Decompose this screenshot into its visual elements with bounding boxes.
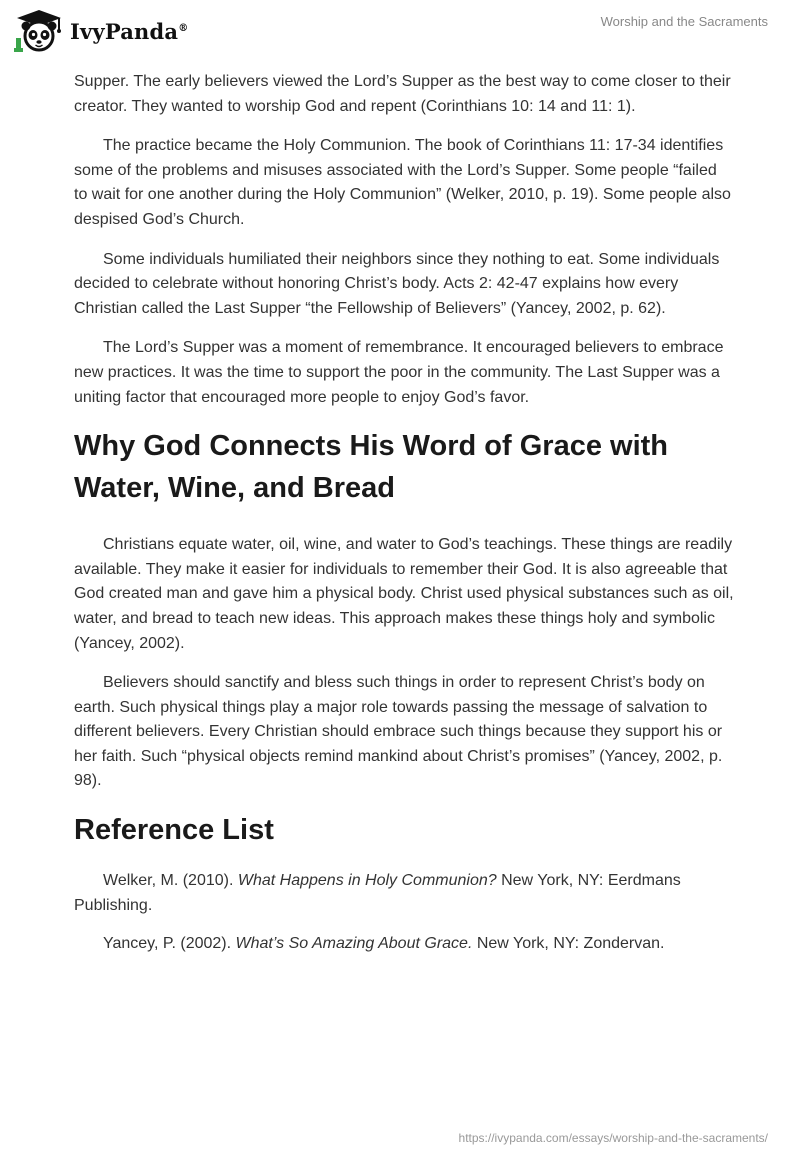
paragraph: Christians equate water, oil, wine, and water to God’s teachings. These things are readily available. They make it easier for individuals to remember their God. It is also agreeable that God created man and gave him a physical body. Christ used physical substances such as oil, water, and bread to teach new ideas. This approach makes these things holy and symbolic (Yancey, 2002). (74, 536, 734, 652)
paragraph: Some individuals humiliated their neighbors since they nothing to eat. Some individuals decided to celebrate without honoring Christ’s body. Acts 2: 42-47 explains how every Christian called the Last Supper “the Fellowship of Believers” (Yancey, 2002, p. 62). (74, 250, 720, 317)
brand-name: IvyPanda® (70, 18, 189, 44)
paragraph: The practice became the Holy Communion. The book of Corinthians 11: 17-34 identifies some of the problems and misuses associated with the Lord’s Supper. Some people “failed to wait for one another during the Holy Communion” (Welker, 2010, p. 19). Some people also despised God’s Church. (74, 137, 731, 228)
reference-item: Welker, M. (2010). What Happens in Holy Communion? New York, NY: Eerdmans Publishing. (74, 872, 681, 914)
section-heading: Why God Connects His Word of Grace with Water, Wine, and Bread (74, 430, 669, 505)
reference-list-heading: Reference List (74, 814, 274, 847)
paragraph: Supper. The early believers viewed the Lord’s Supper as the best way to come closer to their creator. They wanted to worship God and repent (Corinthians 10: 14 and 11: 1). (74, 73, 731, 115)
source-url[interactable]: https://ivypanda.com/essays/worship-and-the-sacraments/ (458, 1131, 768, 1145)
brand-logo[interactable] (14, 8, 188, 54)
panda-graduate-icon (14, 8, 64, 54)
essay-body (74, 70, 734, 971)
paragraph: The Lord’s Supper was a moment of remembrance. It encouraged believers to embrace new practices. It was the time to support the poor in the community. The Last Supper was a uniting factor that encouraged more people to enjoy God’s favor. (74, 339, 724, 406)
reference-item: Yancey, P. (2002). What’s So Amazing About Grace. New York, NY: Zondervan. (103, 935, 665, 953)
document-title: Worship and the Sacraments (600, 14, 768, 29)
paragraph: Believers should sanctify and bless such things in order to represent Christ’s body on earth. Such physical things play a major role towards passing the message of salvation to different believers. Every Christian should embrace such things because they support his or her faith. Such “physical objects remind mankind about Christ’s promises” (Yancey, 2002, p. 98). (74, 674, 723, 790)
page-header (0, 0, 800, 60)
